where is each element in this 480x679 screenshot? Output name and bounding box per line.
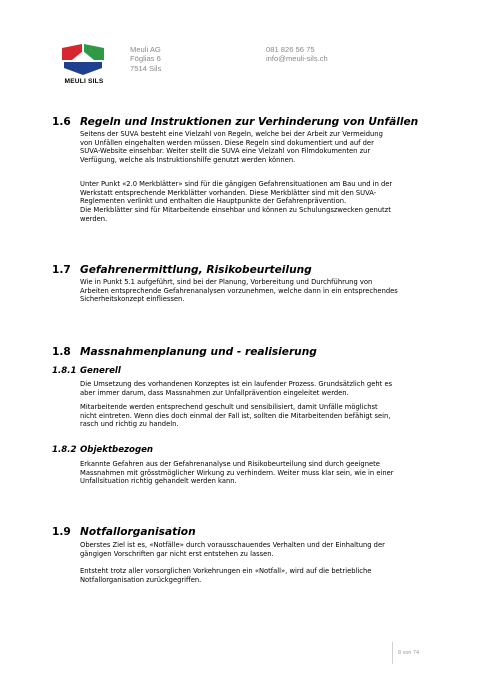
page-number: 8 von 74: [398, 650, 420, 656]
paragraph: Mitarbeitende werden entsprechend geschult und sensibilisiert, damit Unfälle möglichst nicht eintreten. Wenn dies doch einmal der Fall ist, sollten die Mitarbeitenden befähigt sein, rasch und richtig zu handeln.: [80, 403, 391, 429]
company-contact: [266, 45, 328, 64]
paragraph: Wie in Punkt 5.1 aufgeführt, sind bei der Planung, Vorbereitung und Durchführung von Arbeiten entsprechende Gefahrenanalysen vorzunehmen, welche dann in ein entsprechendes Sicherheitskonzept einfliessen.: [80, 278, 398, 304]
subsection-heading-1-8-1: 1.8.1 Generell: [52, 366, 121, 376]
paragraph: Die Umsetzung des vorhandenen Konzeptes ist ein laufender Prozess. Grundsätzlich geht es aber immer darum, dass Massnahmen zur Unfallprävention eingeleitet werden.: [80, 380, 393, 397]
paragraph: Entsteht trotz aller vorsorglichen Vorkehrungen ein «Notfall», wird auf die betriebliche Notfallorganisation zurückgegriffen.: [80, 567, 372, 584]
section-heading-1-9: 1.9 Notfallorganisation: [52, 526, 196, 538]
company-address: [130, 45, 161, 73]
paragraph: Oberstes Ziel ist es, «Notfälle» durch vorausschauendes Verhalten und der Einhaltung der gängigen Vorschriften gar nicht erst entstehen zu lassen.: [80, 541, 385, 558]
paragraph: Seitens der SUVA besteht eine Vielzahl von Regeln, welche bei der Arbeit zur Vermeidung von Unfällen eingehalten werden müssen. Diese Regeln sind dokumentiert und auf der SUVA-Website einsehbar. Weiter stellt die SUVA eine Vielzahl von Filmdokumenten zur Verfügung, welche als Instruktionshilfe genutzt werden können.: [80, 130, 383, 165]
company-logo: [60, 44, 106, 76]
company-phone: 081 826 56 75: [266, 45, 315, 54]
section-heading-1-6: 1.6 Regeln und Instruktionen zur Verhinderung von Unfällen: [52, 116, 419, 128]
paragraph: Erkannte Gefahren aus der Gefahrenanalyse und Risikobeurteilung sind durch geeignete Massnahmen mit grösstmöglicher Wirkung zu verhindern. Weiter muss klar sein, wie in einer Unfallsituation richtig gehandelt werden kann.: [80, 460, 394, 486]
company-email: info@meuli-sils.ch: [266, 54, 328, 64]
logo-wordmark: MEULI SILS: [64, 78, 104, 85]
footer-divider: [392, 642, 393, 664]
company-city: 7514 Sils: [130, 63, 162, 73]
logo-blue-shape: [64, 62, 102, 75]
paragraph: Unter Punkt «2.0 Merkblätter» sind für die gängigen Gefahrensituationen am Bau und in der Werkstatt entsprechende Merkblätter vorhanden. Diese Merkblätter sind mit den SUVA- Reglementen verlinkt und enthalten die Hauptpunkte der Gefahrenprävention. Die Merkblätter sind für Mitarbeitende einsehbar und können zu Schulungszwecken genutzt werden.: [80, 180, 393, 223]
company-street: Föglias 6: [130, 54, 161, 64]
company-name: Meuli AG: [130, 45, 161, 54]
section-heading-1-7: 1.7 Gefahrenermittlung, Risikobeurteilung: [52, 264, 312, 276]
section-heading-1-8: 1.8 Massnahmenplanung und - realisierung: [52, 346, 317, 358]
subsection-heading-1-8-2: 1.8.2 Objektbezogen: [52, 445, 154, 455]
